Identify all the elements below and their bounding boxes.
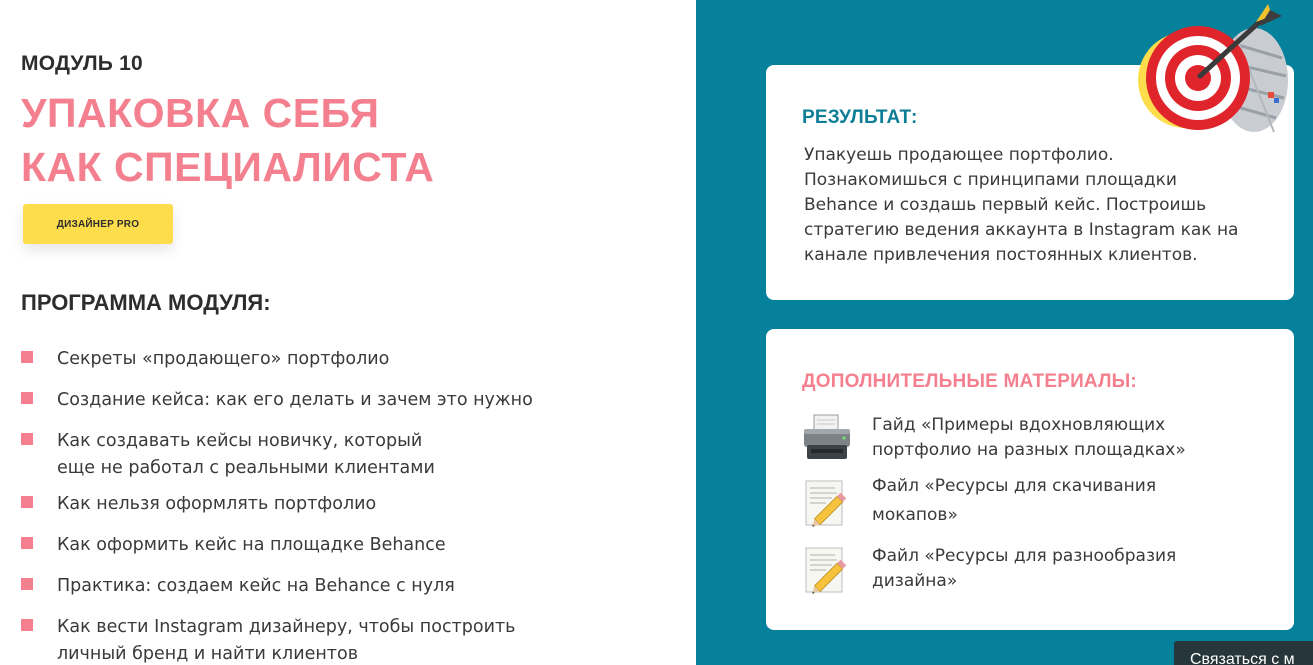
bullet-square-icon: [21, 433, 33, 445]
list-item-text: Как оформить кейс на площадке Behance: [57, 535, 446, 555]
printer-icon: [802, 413, 852, 463]
material-text-line: Файл «Ресурсы для скачивания: [872, 476, 1157, 496]
list-item: [21, 346, 533, 373]
result-line: стратегию ведения аккаунта в Instagram как на: [804, 220, 1239, 240]
materials-title: ДОПОЛНИТЕЛЬНЫЕ МАТЕРИАЛЫ:: [802, 371, 1137, 392]
list-item: [21, 491, 533, 518]
memo-pencil-icon: [802, 544, 852, 594]
result-line: Behance и создашь первый кейс. Построишь: [804, 195, 1207, 215]
bullet-square-icon: [21, 619, 33, 631]
list-item-text-continued: еще не работал с реальными клиентами: [57, 458, 435, 478]
list-item-text: Как вести Instagram дизайнеру, чтобы построить: [57, 617, 516, 637]
module-title: [21, 86, 434, 194]
list-item-text: Как нельзя оформлять портфолио: [57, 494, 377, 514]
material-text-line: мокапов»: [872, 505, 958, 525]
bullet-square-icon: [21, 496, 33, 508]
program-list: [21, 346, 533, 665]
list-item-text: Секреты «продающего» портфолио: [57, 349, 390, 369]
material-text: [872, 413, 1272, 463]
program-title: ПРОГРАММА МОДУЛЯ:: [21, 290, 271, 315]
material-text-line: Файл «Ресурсы для разнообразия: [872, 546, 1177, 566]
bullet-square-icon: [21, 392, 33, 404]
list-item-text-continued: личный бренд и найти клиентов: [57, 644, 359, 664]
material-text: [872, 472, 1272, 530]
module-number: МОДУЛЬ 10: [21, 52, 143, 75]
list-item: [21, 573, 533, 600]
material-text-line: Гайд «Примеры вдохновляющих: [872, 415, 1166, 435]
memo-pencil-icon: [802, 477, 852, 527]
material-text: [872, 544, 1272, 594]
target-dart-icon: [1136, 2, 1296, 142]
list-item: [21, 387, 533, 414]
list-item-text: Создание кейса: как его делать и зачем это нужно: [57, 390, 533, 410]
result-description: [804, 143, 1274, 268]
module-title-line-1: УПАКОВКА СЕБЯ: [21, 90, 380, 136]
material-text-line: дизайна»: [872, 571, 958, 591]
result-title: РЕЗУЛЬТАТ:: [802, 107, 918, 128]
list-item-text: Практика: создаем кейс на Behance с нуля: [57, 576, 455, 596]
list-item: [21, 614, 533, 665]
material-text-line: портфолио на разных площадках»: [872, 440, 1186, 460]
result-line: канале привлечения постоянных клиентов.: [804, 245, 1198, 265]
result-line: Познакомишься с принципами площадки: [804, 170, 1177, 190]
contact-us-button[interactable]: Связаться с м: [1174, 641, 1313, 665]
bullet-square-icon: [21, 351, 33, 363]
list-item-text: Как создавать кейсы новичку, который: [57, 431, 423, 451]
bullet-square-icon: [21, 537, 33, 549]
list-item: [21, 532, 533, 559]
list-item: [21, 428, 533, 482]
result-line: Упакуешь продающее портфолио.: [804, 145, 1114, 165]
bullet-square-icon: [21, 578, 33, 590]
designer-pro-tag-button[interactable]: ДИЗАЙНЕР PRO: [23, 204, 173, 244]
module-title-line-2: КАК СПЕЦИАЛИСТА: [21, 144, 435, 190]
materials-card: [766, 329, 1294, 630]
